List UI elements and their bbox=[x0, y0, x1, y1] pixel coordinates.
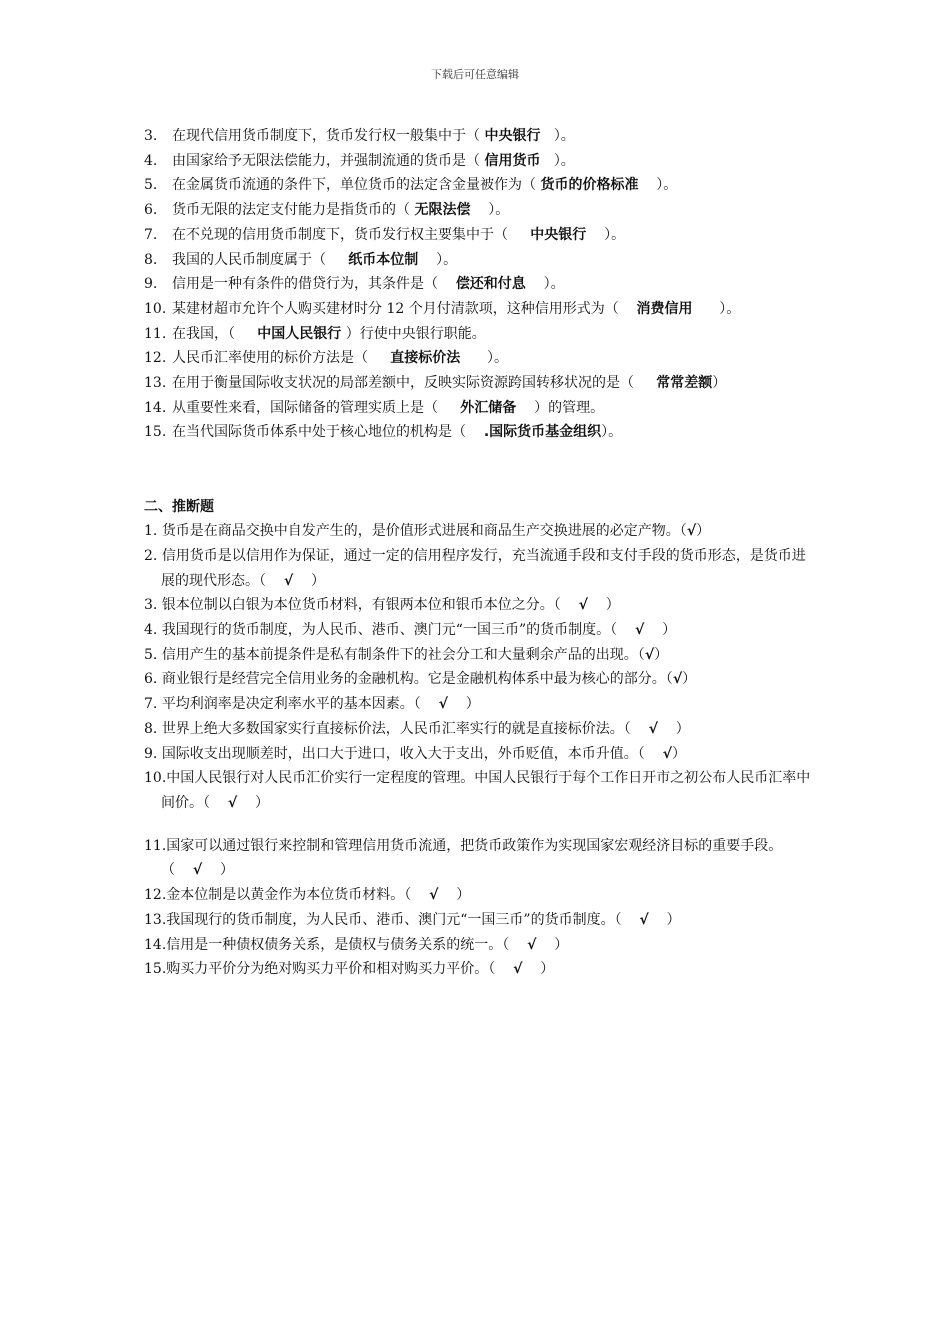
answer-text: 中央银行 bbox=[484, 128, 541, 144]
answer-text: 货币的价格标准 bbox=[540, 177, 639, 194]
judge-item bbox=[144, 742, 812, 767]
fill-item bbox=[144, 470, 812, 495]
answer-text: 纸币本位制 bbox=[348, 251, 419, 268]
check-mark: √ bbox=[192, 862, 203, 879]
item-text: 银本位制以白银为本位货币材料，有银两本位和银币本位之分。（ bbox=[161, 597, 561, 614]
blank-line bbox=[144, 816, 812, 834]
item-number: 10. bbox=[144, 770, 167, 787]
answer-text: 偿还和付息 bbox=[455, 276, 526, 293]
item-number: 8. bbox=[144, 720, 158, 737]
item-text-end: ）。 bbox=[553, 128, 575, 144]
item-text: 商业银行是经营完全信用业务的金融机构。它是金融机构体系中最为核心的部分。（ bbox=[161, 671, 673, 688]
item-text: 国际收支出现顺差时，出口大于进口，收入大于支出，外币贬值，本币升值。（ bbox=[161, 745, 645, 762]
item-number: 15. bbox=[144, 961, 167, 978]
item-text: 从重要性来看，国际储备的管理实质上是（ bbox=[172, 399, 438, 416]
judge-item bbox=[144, 593, 812, 618]
item-number: 2. bbox=[144, 547, 158, 564]
check-mark: √ bbox=[644, 646, 655, 663]
check-mark: √ bbox=[283, 572, 294, 589]
item-number: 5. bbox=[144, 646, 158, 663]
judge-item bbox=[144, 933, 812, 958]
judge-item bbox=[144, 643, 812, 668]
item-number: 11. bbox=[144, 325, 167, 342]
fill-item bbox=[144, 346, 812, 371]
item-text-end: ）。 bbox=[719, 300, 741, 317]
item-text: 信用产生的基本前提条件是私有制条件下的社会分工和大量剩余产品的出现。（ bbox=[161, 646, 645, 663]
item-text: 在现代信用货币制度下，货币发行权一般集中于（ bbox=[172, 128, 480, 144]
item-text: 金本位制是以黄金作为本位货币材料。（ bbox=[166, 887, 412, 904]
check-mark: √ bbox=[648, 720, 658, 737]
item-number: 4. bbox=[144, 152, 158, 169]
item-number: 12. bbox=[144, 350, 167, 367]
item-number: 14. bbox=[144, 936, 167, 953]
item-number: 7. bbox=[144, 226, 158, 243]
item-text: 信用货币是以信用作为保证，通过一定的信用程序发行，充当流通手段和支付手段的货币形态，是货币进展的现代形态。（ bbox=[161, 547, 806, 589]
section-title: 二、推断题 bbox=[144, 498, 214, 515]
judge-item bbox=[144, 717, 812, 742]
page-header: 下载后可任意编辑 bbox=[431, 68, 519, 81]
check-mark: √ bbox=[527, 936, 537, 953]
item-number: 1. bbox=[144, 523, 158, 540]
judge-item bbox=[144, 519, 812, 544]
item-number: 6. bbox=[144, 202, 158, 219]
item-text-end: ） bbox=[654, 646, 669, 663]
judge-item bbox=[144, 667, 812, 692]
check-mark: √ bbox=[634, 622, 645, 639]
item-number: 4. bbox=[144, 622, 158, 639]
check-mark: √ bbox=[429, 887, 439, 904]
item-text-end: ） bbox=[605, 597, 620, 614]
item-number: 8. bbox=[144, 251, 158, 268]
item-number: 9. bbox=[144, 745, 158, 762]
answer-text: 信用货币 bbox=[484, 152, 541, 169]
item-number: 7. bbox=[144, 696, 158, 713]
fill-item bbox=[144, 420, 812, 445]
item-text-end: ） bbox=[254, 794, 269, 811]
item-text: 在当代国际货币体系中处于核心地位的机构是（ bbox=[172, 424, 466, 441]
item-number: 12. bbox=[144, 887, 167, 904]
item-text: 信用是一种债权债务关系，是债权与债务关系的统一。（ bbox=[166, 936, 510, 953]
answer-text: 消费信用 bbox=[636, 300, 693, 317]
item-text: 在我国，（ bbox=[172, 325, 235, 342]
check-mark: √ bbox=[686, 523, 697, 540]
item-text-end: ） bbox=[682, 671, 697, 688]
item-text-end: ） bbox=[662, 622, 677, 639]
item-text-end: ）。 bbox=[486, 350, 508, 367]
item-text-end: ） bbox=[456, 887, 471, 904]
item-text-end: ） bbox=[310, 572, 325, 589]
item-text: 我国现行的货币制度，为人民币、港币、澳门元“一国三币”的货币制度。（ bbox=[161, 622, 618, 639]
item-number: 3. bbox=[144, 128, 158, 144]
check-mark: √ bbox=[578, 597, 588, 614]
item-text: 世界上绝大多数国家实行直接标价法，人民币汇率实行的就是直接标价法。（ bbox=[161, 720, 631, 737]
answer-text: .国际货币基金组织 bbox=[483, 424, 602, 441]
fill-item bbox=[144, 445, 812, 470]
judge-item bbox=[144, 883, 812, 908]
item-text-end: ） bbox=[666, 911, 681, 928]
judge-item bbox=[144, 544, 812, 593]
answer-text: 中央银行 bbox=[530, 226, 587, 243]
item-text-end: ）行使中央银行职能。 bbox=[345, 325, 486, 342]
judge-item bbox=[144, 957, 812, 982]
check-mark: √ bbox=[639, 911, 649, 928]
item-text-end: ）的管理。 bbox=[534, 399, 605, 416]
item-text-end: ） bbox=[671, 745, 686, 762]
item-text: 信用是一种有条件的借贷行为，其条件是（ bbox=[172, 276, 438, 293]
item-text-end: ） bbox=[540, 961, 555, 978]
document-body bbox=[144, 124, 812, 982]
item-text: 在金属货币流通的条件下，单位货币的法定含金量被作为（ bbox=[172, 177, 536, 194]
item-number: 9. bbox=[144, 276, 158, 293]
check-mark: √ bbox=[227, 794, 238, 811]
item-text: 人民币汇率使用的标价方法是（ bbox=[172, 350, 368, 367]
item-number: 11. bbox=[144, 837, 167, 854]
item-text-end: ）。 bbox=[604, 226, 626, 243]
item-text: 在不兑现的信用货币制度下，货币发行权主要集中于（ bbox=[172, 226, 508, 243]
judge-item bbox=[144, 908, 812, 933]
item-number: 6. bbox=[144, 671, 158, 688]
item-text-end: ）。 bbox=[488, 202, 510, 219]
item-text-end: ） bbox=[465, 696, 480, 713]
item-text: 货币是在商品交换中自发产生的，是价值形式进展和商品生产交换进展的必定产物。（ bbox=[161, 523, 687, 540]
item-text: 平均利润率是决定利率水平的基本因素。（ bbox=[161, 696, 421, 713]
fill-item bbox=[144, 272, 812, 297]
item-text-end: ）。 bbox=[436, 251, 458, 268]
check-mark: √ bbox=[513, 961, 523, 978]
answer-text: 无限法偿 bbox=[414, 202, 471, 219]
item-text: 某建材超市允许个人购买建材时分 12 个月付清款项，这种信用形式为（ bbox=[172, 300, 619, 317]
item-text-end: ）。 bbox=[601, 424, 623, 441]
item-number: 10. bbox=[144, 300, 167, 317]
item-text-end: ） bbox=[696, 523, 711, 540]
item-number: 3. bbox=[144, 597, 158, 614]
judge-item bbox=[144, 692, 812, 717]
check-mark: √ bbox=[672, 671, 683, 688]
fill-item bbox=[144, 322, 812, 347]
item-number: 13. bbox=[144, 911, 167, 928]
fill-item bbox=[144, 371, 812, 396]
fill-item bbox=[144, 396, 812, 421]
fill-item bbox=[144, 173, 812, 198]
judge-item bbox=[144, 766, 812, 815]
judge-item bbox=[144, 618, 812, 643]
fill-item bbox=[144, 223, 812, 248]
item-text: 货币无限的法定支付能力是指货币的（ bbox=[172, 202, 410, 219]
item-text-end: ） bbox=[554, 936, 569, 953]
item-text: 中国人民银行对人民币汇价实行一定程度的管理。中国人民银行于每个工作日开市之初公布人民币汇率中间价。（ bbox=[161, 770, 811, 811]
item-text: 在用于衡量国际收支状况的局部差额中，反映实际资源跨国转移状况的是（ bbox=[172, 375, 634, 392]
item-text-end: ）。 bbox=[656, 177, 678, 194]
check-mark: √ bbox=[662, 745, 672, 762]
item-number: 13. bbox=[144, 375, 167, 392]
answer-text: 直接标价法 bbox=[390, 350, 461, 367]
check-mark: √ bbox=[438, 696, 448, 713]
answer-text: 常常差额 bbox=[656, 375, 713, 392]
item-text: 国家可以通过银行来控制和管理信用货币流通，把货币政策作为实现国家宏观经济目标的重要手段。（ bbox=[161, 837, 783, 879]
item-text-end: ）。 bbox=[543, 276, 565, 293]
item-number: 5. bbox=[144, 177, 158, 194]
item-number: 14. bbox=[144, 399, 167, 416]
answer-text: 外汇储备 bbox=[460, 399, 517, 416]
fill-item bbox=[144, 149, 812, 174]
fill-item bbox=[144, 248, 812, 273]
item-text-end: ） bbox=[712, 375, 727, 392]
fill-item bbox=[144, 198, 812, 223]
item-text-end: ） bbox=[675, 720, 690, 737]
item-text: 我国现行的货币制度，为人民币、港币、澳门元“一国三币”的货币制度。（ bbox=[166, 911, 622, 928]
fill-item bbox=[144, 124, 812, 149]
item-text: 购买力平价分为绝对购买力平价和相对购买力平价。（ bbox=[166, 961, 496, 978]
item-text: 由国家给予无限法偿能力，并强制流通的货币是（ bbox=[172, 152, 480, 169]
answer-text: 中国人民银行 bbox=[257, 325, 342, 342]
item-text: 我国的人民币制度属于（ bbox=[172, 251, 326, 268]
fill-item bbox=[144, 297, 812, 322]
judge-item bbox=[144, 834, 812, 883]
item-text-end: ）。 bbox=[553, 152, 575, 169]
item-number: 15. bbox=[144, 424, 167, 441]
item-text-end: ） bbox=[219, 862, 234, 879]
